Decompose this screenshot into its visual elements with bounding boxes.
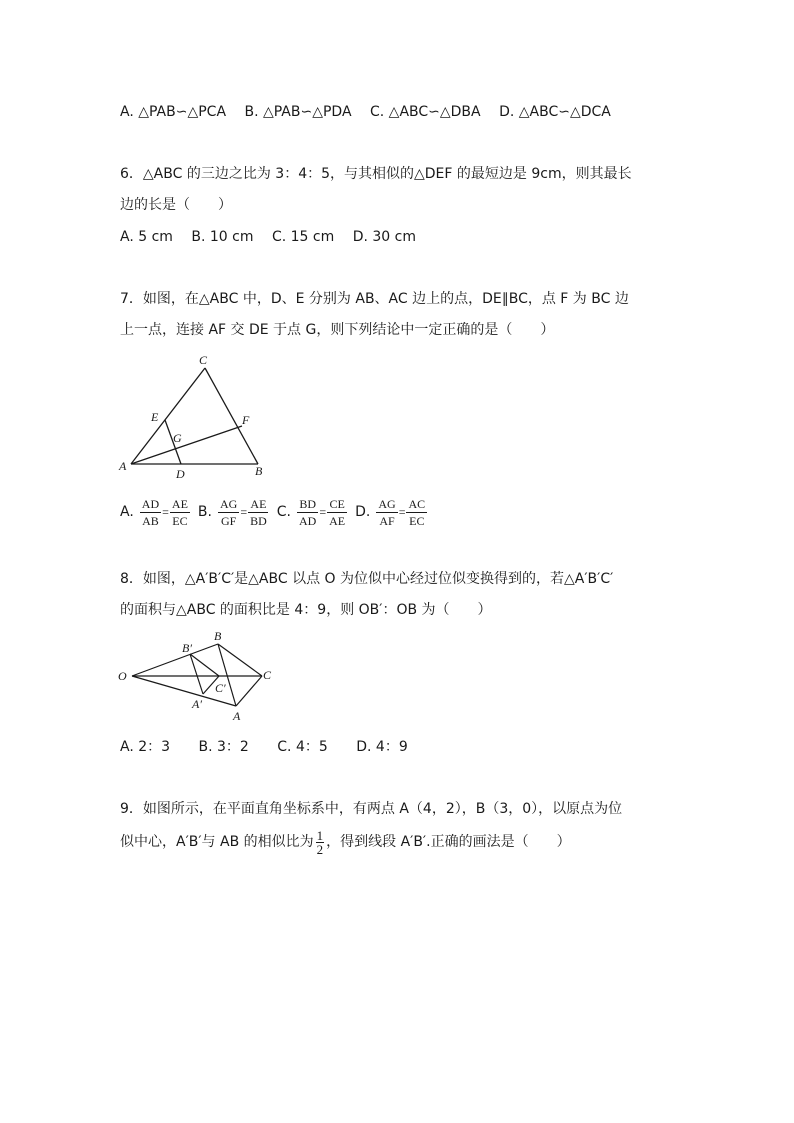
fraction-denominator: AF bbox=[379, 513, 395, 528]
q7-text-line2: 上一点，连接 AF 交 DE 于点 G，则下列结论中一定正确的是（ ） bbox=[120, 322, 555, 338]
fraction-denominator: EC bbox=[409, 513, 425, 528]
q7-side-bc bbox=[205, 368, 258, 464]
q7-label-c: C bbox=[199, 353, 208, 367]
q9-ratio-fraction bbox=[316, 829, 325, 856]
fraction-numerator: 1 bbox=[316, 827, 324, 843]
q8-label-o: O bbox=[118, 669, 127, 683]
q7-label-g: G bbox=[173, 431, 182, 445]
q6-option-a: A. 5 cm bbox=[120, 229, 173, 245]
q6-option-d: D. 30 cm bbox=[352, 229, 416, 245]
equals-sign: = bbox=[398, 504, 406, 519]
fraction-numerator: BD bbox=[299, 496, 316, 511]
q8-side-b1c1 bbox=[190, 654, 219, 676]
fraction-numerator: AE bbox=[250, 496, 267, 511]
q5-option-d: D. △ABC∽△DCA bbox=[499, 104, 611, 120]
q7-segment-af bbox=[131, 426, 242, 464]
q7-option-a-right-fraction bbox=[170, 497, 190, 528]
q7-label-b: B bbox=[255, 464, 263, 478]
q7-option-d-right-fraction bbox=[406, 497, 427, 528]
q7-option-b-left-fraction bbox=[218, 497, 239, 528]
q7-option-a-label: A. bbox=[120, 504, 134, 520]
q9-text-line1: 9．如图所示，在平面直角坐标系中，有两点 A（4，2），B（3，0），以原点为位 bbox=[120, 801, 623, 817]
q7-label-e: E bbox=[151, 410, 159, 424]
q9-text-before-fraction: 似中心，A′B′与 AB 的相似比为 bbox=[120, 834, 314, 850]
q7-option-b-label: B. bbox=[197, 504, 212, 520]
q8-label-b: B bbox=[214, 629, 222, 643]
q9-text-line2 bbox=[120, 826, 571, 858]
q7-option-b bbox=[198, 497, 269, 528]
q6-option-c: C. 15 cm bbox=[271, 229, 335, 245]
q7-option-d bbox=[355, 497, 427, 528]
q5-option-c: C. △ABC∽△DBA bbox=[370, 104, 481, 120]
q8-side-ba bbox=[218, 644, 236, 706]
equals-sign: = bbox=[162, 504, 169, 519]
fraction-denominator: BD bbox=[250, 513, 267, 528]
q6-options bbox=[120, 227, 430, 247]
q6-option-b: B. 10 cm bbox=[191, 229, 254, 245]
q8-label-a: A bbox=[233, 709, 241, 723]
fraction-numerator: CE bbox=[329, 496, 345, 511]
q7-option-b-right-fraction bbox=[248, 497, 269, 528]
q7-option-d-label: D. bbox=[355, 504, 371, 520]
q5-option-a: A. △PAB∽△PCA bbox=[120, 104, 227, 120]
q8-text-line1: 8．如图，△A′B′C′是△ABC 以点 O 为位似中心经过位似变换得到的，若△A′B′C′ bbox=[120, 571, 614, 587]
q8-option-a: A. 2：3 bbox=[120, 739, 171, 755]
q6-text-line1: 6．△ABC 的三边之比为 3：4：5，与其相似的△DEF 的最短边是 9cm，则其最长 bbox=[120, 166, 632, 182]
q8-label-b-prime: B′ bbox=[182, 641, 192, 655]
fraction-denominator: GF bbox=[220, 513, 237, 528]
q8-side-ac bbox=[236, 676, 262, 706]
q7-side-ac bbox=[131, 368, 205, 464]
q5-options bbox=[120, 102, 625, 122]
q7-option-c-left-fraction bbox=[297, 497, 318, 528]
q7-label-d: D bbox=[176, 467, 185, 481]
fraction-numerator: AG bbox=[378, 496, 396, 511]
q8-homothety-figure bbox=[112, 626, 282, 726]
q8-label-a-prime: A′ bbox=[192, 697, 202, 711]
q8-text-line2: 的面积与△ABC 的面积比是 4：9，则 OB′：OB 为（ ） bbox=[120, 602, 492, 618]
q5-option-b: B. △PAB∽△PDA bbox=[244, 104, 352, 120]
q8-option-d: D. 4：9 bbox=[356, 739, 408, 755]
q8-options bbox=[120, 737, 432, 757]
q6-text-line2: 边的长是（ ） bbox=[120, 197, 232, 213]
equals-sign: = bbox=[240, 504, 248, 519]
fraction-numerator: AE bbox=[171, 496, 188, 511]
q7-options bbox=[120, 492, 435, 532]
q8-option-b: B. 3：2 bbox=[198, 739, 249, 755]
q7-option-a-left-fraction bbox=[140, 497, 161, 528]
q7-triangle-figure bbox=[110, 348, 280, 483]
q8-ray-ob bbox=[132, 644, 218, 676]
fraction-denominator: EC bbox=[172, 513, 188, 528]
fraction-numerator: AC bbox=[408, 496, 426, 511]
q7-option-c-right-fraction bbox=[327, 497, 347, 528]
q8-label-c: C bbox=[263, 668, 272, 682]
q7-label-f: F bbox=[242, 413, 250, 427]
q8-side-bc bbox=[218, 644, 262, 676]
q8-label-c-prime: C′ bbox=[215, 681, 226, 695]
q7-option-c bbox=[277, 497, 347, 528]
q7-label-a: A bbox=[119, 459, 127, 473]
equals-sign: = bbox=[319, 504, 327, 519]
fraction-denominator: AD bbox=[299, 513, 317, 528]
fraction-denominator: 2 bbox=[316, 841, 324, 857]
q7-option-d-left-fraction bbox=[376, 497, 397, 528]
q8-option-c: C. 4：5 bbox=[277, 739, 328, 755]
fraction-numerator: AD bbox=[141, 496, 160, 511]
fraction-denominator: AE bbox=[329, 513, 346, 528]
fraction-denominator: AB bbox=[142, 513, 159, 528]
q7-option-c-label: C. bbox=[276, 504, 291, 520]
q9-text-after-fraction: ，得到线段 A′B′.正确的画法是（ ） bbox=[326, 834, 571, 850]
fraction-numerator: AG bbox=[219, 496, 238, 511]
q7-option-a bbox=[120, 497, 190, 528]
q7-text-line1: 7．如图，在△ABC 中，D、E 分别为 AB、AC 边上的点，DE∥BC，点 F 为 BC 边 bbox=[120, 291, 629, 307]
q8-side-b1a1 bbox=[190, 654, 203, 694]
